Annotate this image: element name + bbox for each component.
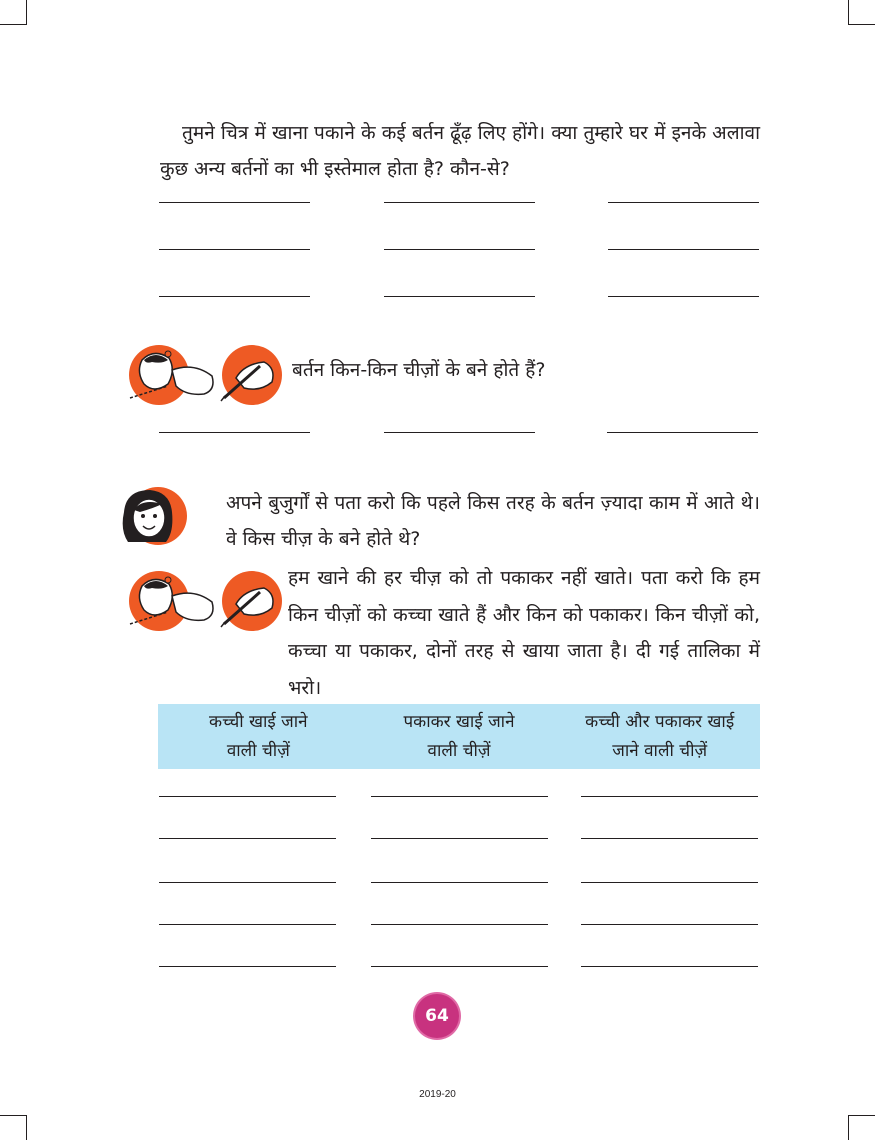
answer-line[interactable] xyxy=(371,838,548,839)
write-activity-icon xyxy=(124,340,284,410)
question-4-text: हम खाने की हर चीज़ को तो पकाकर नहीं खाते। पता करो कि हम किन चीज़ों को कच्चा खाते हैं और किन को पकाकर। किन चीज़ों को, कच्चा या पकाकर, दोनों तरह से खाया जाता है। दी गई तालिका में भरो। xyxy=(288,567,760,699)
crop-mark xyxy=(849,1115,875,1116)
answer-line[interactable] xyxy=(581,966,758,967)
answer-line[interactable] xyxy=(159,882,336,883)
answer-line[interactable] xyxy=(159,202,310,203)
food-table-header xyxy=(158,704,760,769)
crop-mark xyxy=(26,1115,27,1140)
answer-line[interactable] xyxy=(371,882,548,883)
crop-mark xyxy=(848,0,849,25)
answer-line[interactable] xyxy=(159,966,336,967)
answer-line[interactable] xyxy=(159,924,336,925)
question-2-text: बर्तन किन-किन चीज़ों के बने होते हैं? xyxy=(292,359,546,381)
page-number-badge: 64 xyxy=(415,994,459,1038)
answer-line[interactable] xyxy=(371,924,548,925)
write-activity-icon xyxy=(124,566,284,636)
answer-line[interactable] xyxy=(371,966,548,967)
crop-mark xyxy=(26,0,27,25)
answer-line[interactable] xyxy=(159,432,310,433)
answer-line[interactable] xyxy=(159,838,336,839)
answer-line[interactable] xyxy=(581,882,758,883)
answer-line[interactable] xyxy=(384,249,535,250)
year-footer: 2019-20 xyxy=(419,1089,456,1100)
answer-line[interactable] xyxy=(384,202,535,203)
answer-line[interactable] xyxy=(371,796,548,797)
question-3-text: अपने बुजुर्गों से पता करो कि पहले किस तरह के बर्तन ज़्यादा काम में आते थे। वे किस चीज़ के बने होते थे? xyxy=(226,492,760,550)
answer-line[interactable] xyxy=(581,796,758,797)
discuss-girl-icon xyxy=(118,486,190,548)
answer-line[interactable] xyxy=(384,432,535,433)
answer-line[interactable] xyxy=(608,202,759,203)
answer-line[interactable] xyxy=(159,796,336,797)
answer-line[interactable] xyxy=(607,432,758,433)
answer-line[interactable] xyxy=(159,249,310,250)
answer-line[interactable] xyxy=(159,296,310,297)
answer-line[interactable] xyxy=(608,249,759,250)
table-header-cell: कच्ची खाई जाने वाली चीज़ें xyxy=(209,712,308,761)
crop-mark xyxy=(0,24,26,25)
answer-line[interactable] xyxy=(581,838,758,839)
table-header-cell: कच्ची और पकाकर खाई जाने वाली चीज़ें xyxy=(585,712,735,761)
crop-mark xyxy=(849,24,875,25)
question-1-text: तुमने चित्र में खाना पकाने के कई बर्तन ढूँढ़ लिए होंगे। क्या तुम्हारे घर में इनके अलावा कुछ अन्य बर्तनों का भी इस्तेमाल होता है? कौन-से? xyxy=(160,122,760,180)
answer-line[interactable] xyxy=(581,924,758,925)
crop-mark xyxy=(848,1115,849,1140)
answer-line[interactable] xyxy=(608,296,759,297)
answer-line[interactable] xyxy=(384,296,535,297)
crop-mark xyxy=(0,1115,26,1116)
table-header-cell: पकाकर खाई जाने वाली चीज़ें xyxy=(403,712,515,761)
